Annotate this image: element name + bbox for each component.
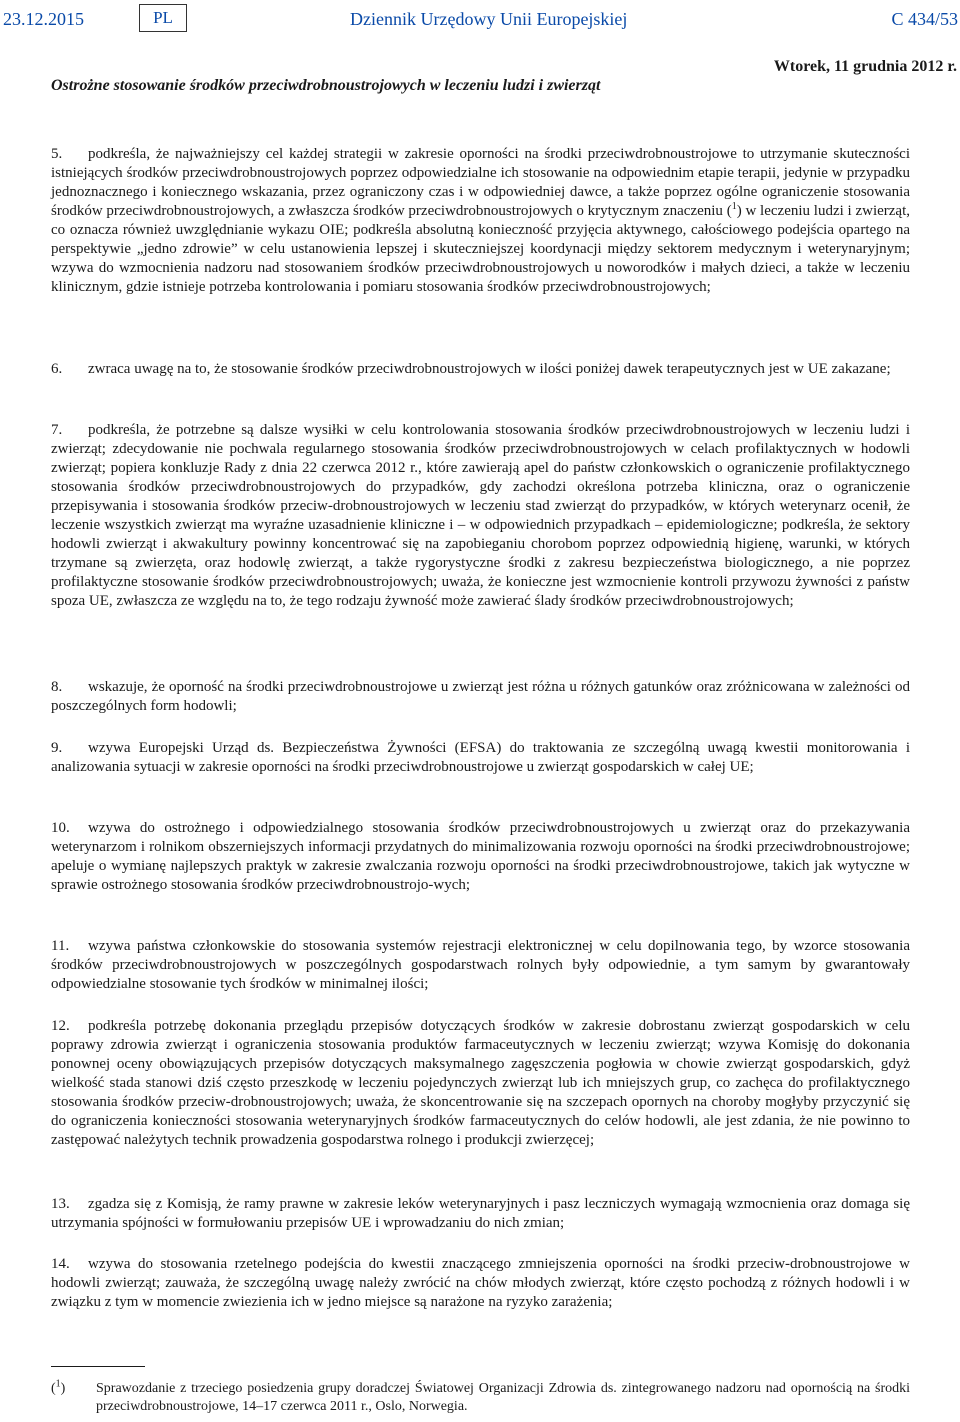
paragraph-number: 12. bbox=[51, 1018, 70, 1034]
paragraph-text: podkreśla potrzebę dokonania przeglądu przepisów dotyczących środków w zakresie dobrostanu zwierząt gospodarskich w celu poprawy zdrowia zwierząt i ograniczenia stosowania produktów farmaceutycznych w leczeniu zwierząt; wzywa Komisję do dokonania ponownej oceny obowiązujących przepisów dotyczących maksymalnego zagęszczenia pogłowia w chowie zwierząt gospodarskich, gdyż wielkość stada stanowi dziś często przeszkodę w leczeniu pojedynczych zwierząt lub ich mniejszych grup, co zachęca do profilaktycznego stosowania środków przeciw-drobnoustrojowych; uważa, że skoncentrowanie się na szczepach opornych na choroby mogłyby przyczynić się do ograniczenia konieczności stosowania weterynaryjnych środków farmaceutycznych do celów hodowli, ale jest zdania, że nie powinno to zastępować należytych technik prowadzenia gospodarstwa rolnego i produkcji zwierzęcej; bbox=[51, 1018, 910, 1148]
paragraph-text: wzywa państwa członkowskie do stosowania systemów rejestracji elektronicznej w celu dopilnowania tego, by wzorce stosowania środków przeciwdrobnoustrojowych w poszczególnych gospodarstwach rolnych były odpowiednie, a tym samym by gwarantowały odpowiedzialne stosowanie tych środków w minimalnej ilości; bbox=[51, 938, 910, 992]
paragraph-12 bbox=[51, 1017, 910, 1150]
page-header bbox=[3, 4, 958, 34]
paragraph-text: podkreśla, że najważniejszy cel każdej strategii w zakresie oporności na środki przeciwdrobnoustrojowe to utrzymanie skuteczności istniejących środków przeciwdrobnoustrojowych poprzez odpowiedzialne ich stosowanie na odpowiednim etapie terapii, jedynie w przypadku jednoznacznego i koniecznego wskazania, przez ograniczony czas i w odpowiedniej dawce, a także poprzez ogólne ograniczenie stosowania środków przeciwdrobnoustrojowych, a zwłaszcza środków przeciwdrobnoustrojowych o krytycznym znaczeniu ( bbox=[51, 146, 910, 219]
paragraph-number: 11. bbox=[51, 938, 70, 954]
paragraph-number: 6. bbox=[51, 361, 63, 377]
page-reference: C 434/53 bbox=[891, 9, 958, 29]
paragraph-14 bbox=[51, 1255, 910, 1312]
session-date: Wtorek, 11 grudnia 2012 r. bbox=[773, 58, 957, 75]
publication-date: 23.12.2015 bbox=[3, 9, 84, 29]
paragraph-number: 7. bbox=[51, 422, 63, 438]
paragraph-text: wzywa Europejski Urząd ds. Bezpieczeństwa Żywności (EFSA) do traktowania ze szczególną uwagą kwestii monitorowania i analizowania sytuacji w zakresie oporności na środki przeciwdrobnoustrojowe u zwierząt gospodarskich w całej UE; bbox=[51, 740, 910, 775]
paragraph-number: 5. bbox=[51, 146, 63, 162]
footnote-number-value: 1 bbox=[55, 1378, 61, 1390]
paragraph-number: 8. bbox=[51, 679, 63, 695]
paragraph-5 bbox=[51, 145, 910, 297]
paragraph-text: zwraca uwagę na to, że stosowanie środków przeciwdrobnoustrojowych w ilości poniżej dawek terapeutycznych jest w UE zakazane; bbox=[88, 361, 891, 377]
paragraph-10 bbox=[51, 819, 910, 895]
paragraph-number: 10. bbox=[51, 820, 70, 836]
paragraph-text: wzywa do stosowania rzetelnego podejścia do kwestii znaczącego zmniejszenia oporności na środki przeciw-drobnoustrojowe w hodowli zwierząt; zauważa, że szczególną uwagę należy zwrócić na chów młodych zwierząt, które często pochodzą z różnych hodowli i w związku z tym w momencie zwiezienia ich w jedno miejsce są narażone na ryzyko zarażenia; bbox=[51, 1256, 910, 1310]
paragraph-6 bbox=[51, 360, 891, 379]
footnote-ref: 1 bbox=[731, 201, 737, 212]
paragraph-text: wzywa do ostrożnego i odpowiedzialnego stosowania środków przeciwdrobnoustrojowych u zwierząt oraz do przekazywania weterynarzom i rolnikom obszerniejszych informacji przydatnych do minimalizowania rozwoju oporności na środki przeciwdrobnoustrojowe; apeluje o wymianę najlepszych praktyk w zakresie zwalczania rozwoju oporności na środki przeciwdrobnoustrojowe, takich jak wytyczne w sprawie ostrożnego stosowania środków przeciwdrobnoustrojo-wych; bbox=[51, 820, 910, 893]
paragraph-number: 9. bbox=[51, 740, 63, 756]
paragraph-8 bbox=[51, 678, 910, 716]
footnote bbox=[51, 1380, 910, 1416]
paragraph-text: ) w leczeniu ludzi i zwierząt, co oznacza również uwzględnianie wykazu OIE; podkreśla absolutną konieczność przyjęcia aktywnego, całościowego podejścia opartego na perspektywie „jedno zdrowie” w celu ustanowienia lepszej i skuteczniejszej koordynacji między sektorem medycznym i weterynaryjnym; wzywa do wzmocnienia nadzoru nad stosowaniem środków przeciwdrobnoustrojowych u noworodków i małych dzieci, a także w leczeniu klinicznym, gdzie istnieje potrzeba kontrolowania i pomiaru stosowania środków przeciwdrobnoustrojowych; bbox=[51, 203, 910, 295]
paragraph-13 bbox=[51, 1195, 910, 1233]
journal-title: Dziennik Urzędowy Unii Europejskiej bbox=[350, 9, 628, 29]
language-box: PL bbox=[139, 4, 187, 32]
paragraph-text: podkreśla, że potrzebne są dalsze wysiłki w celu kontrolowania stosowania środków przeciwdrobnoustrojowych w leczeniu ludzi i zwierząt; zdecydowanie nie pochwala regularnego stosowania środków przeciwdrobnoustrojowych w celach profilaktycznych w hodowli zwierząt; popiera konkluzje Rady z dnia 22 czerwca 2012 r., które zawierają apel do państw członkowskich o ograniczenie profilaktycznego stosowania środków przeciwdrobnoustrojowych do przypadków, gdy zachodzi określona potrzeba kliniczna, oraz o ograniczenie przepisywania i stosowania środków przeciw-drobnoustrojowych w leczeniu stad zwierząt do przypadków, w których weterynarz ocenił, że leczenie wszystkich zwierząt ma wyraźne uzasadnienie kliniczne i – w odpowiednich przypadkach – epidemiologiczne; podkreśla, że sektory hodowli zwierząt i akwakultury powinny koncentrować się na zapobieganiu chorobom poprzez odpowiednią higienę, warunki, w których trzymane są zwierzęta, oraz hodowlę zwierząt, a także rygorystyczne środki z zakresu bezpieczeństwa biologicznego, a nie poprzez profilaktyczne stosowanie środków przeciwdrobnoustrojowych; uważa, że konieczne jest wzmocnienie kontroli przywozu żywności z państw spoza UE, zwłaszcza ze względu na to, że tego rodzaju żywność może zawierać ślady środków przeciwdrobnoustrojowych; bbox=[51, 422, 910, 609]
paragraph-number: 13. bbox=[51, 1196, 70, 1212]
paragraph-number: 14. bbox=[51, 1256, 70, 1272]
paragraph-text: zgadza się z Komisją, że ramy prawne w zakresie leków weterynaryjnych i pasz leczniczych wymagają wzmocnienia oraz domaga się utrzymania spójności w formułowaniu przepisów UE i wprowadzaniu do nich zmian; bbox=[51, 1196, 910, 1231]
paragraph-9 bbox=[51, 739, 910, 777]
footnote-number: ($^1$) bbox=[51, 1378, 66, 1396]
footnote-text: Sprawozdanie z trzeciego posiedzenia grupy doradczej Światowej Organizacji Zdrowia ds. zintegrowanego nadzoru nad opornością na środki przeciwdrobnoustrojowe, 14–17 czerwca 2011 r., Oslo, Norwegia. bbox=[96, 1381, 910, 1414]
footnote-divider bbox=[51, 1366, 145, 1367]
section-title: Ostrożne stosowanie środków przeciwdrobnoustrojowych w leczeniu ludzi i zwierząt bbox=[51, 77, 601, 94]
paragraph-11 bbox=[51, 937, 910, 994]
paragraph-7 bbox=[51, 421, 910, 611]
paragraph-text: wskazuje, że oporność na środki przeciwdrobnoustrojowe u zwierząt jest różna u różnych gatunków oraz zróżnicowana w zależności od poszczególnych form hodowli; bbox=[51, 679, 910, 714]
